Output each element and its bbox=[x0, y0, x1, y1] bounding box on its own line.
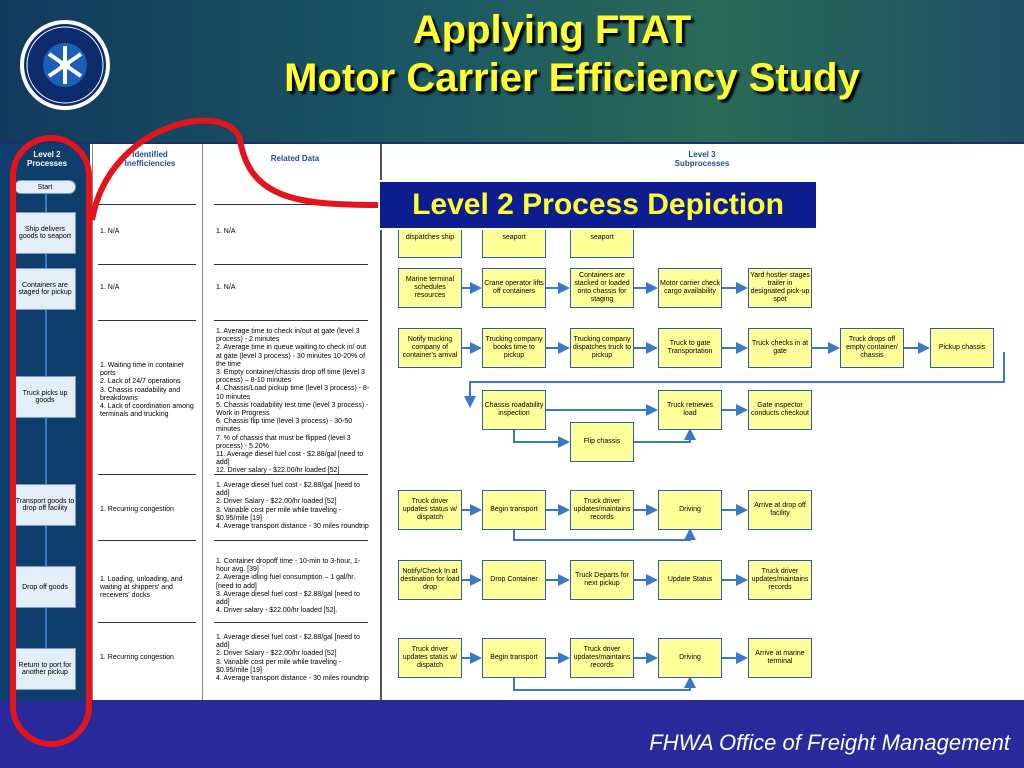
subprocess-box: Begin transport bbox=[482, 638, 546, 678]
inefficiency-text: 1. Loading, unloading, and waiting at shippers' and receivers' docks bbox=[100, 576, 183, 600]
subprocess-box: Truck driver updates/maintains records bbox=[748, 560, 812, 600]
subprocess-box: Marine terminal schedules resources bbox=[398, 268, 462, 308]
footer-text: FHWA Office of Freight Management bbox=[649, 730, 1010, 755]
subprocess-box: Crane operator lifts off containers bbox=[482, 268, 546, 308]
subprocess-box: Truck driver updates status w/ dispatch bbox=[398, 638, 462, 678]
level2-process: Ship delivers goods to seaport bbox=[14, 212, 76, 254]
related-data-text: 1. N/A bbox=[216, 228, 236, 235]
inefficiency-text: 1. Recurring congestion bbox=[100, 654, 174, 661]
subprocess-box: Truck retrieves load bbox=[658, 390, 722, 430]
subprocess-box: seaport bbox=[570, 218, 634, 258]
subprocess-box: Truck Departs for next pickup bbox=[570, 560, 634, 600]
level3-header: Level 3 Subprocesses bbox=[674, 150, 730, 168]
level2-process: Truck picks up goods bbox=[14, 376, 76, 418]
subprocess-box: Truck driver updates status w/ dispatch bbox=[398, 490, 462, 530]
subprocess-box: Notify trucking company of container's arrival bbox=[398, 328, 462, 368]
inefficiency-text: 1. N/A bbox=[100, 284, 120, 291]
subprocess-box: Yard hostler stages trailer in designated pick-up spot bbox=[748, 268, 812, 308]
related-data-text: 1. N/A bbox=[216, 284, 236, 291]
callout-label: Level 2 Process Depiction bbox=[378, 180, 818, 230]
subprocess-box: Begin transport bbox=[482, 490, 546, 530]
subprocess-box: Arrive at marine terminal bbox=[748, 638, 812, 678]
inefficiency-text: 1. N/A bbox=[100, 228, 120, 235]
subprocess-box: Truck driver updates/maintains records bbox=[570, 638, 634, 678]
related-data-text: 1. Average time to check in/out at gate (level 3 process) - 2 minutes 2. Average time in queue waiting to check in/ out at gate (level 3 process) - 30 minutes 10-20% of the time 3. Empty container/chassis drop off time (level 3 process) – 8-10 minutes 4. Chassis/Load pickup time (level 3 process) - 8-10 minutes 5. Chassis roadability test time (level 3 process) - Work in Progress 6. Chassis flip time (level 3 process) - 30-50 minutes 7. % of chassis that must be flipped (level 3 process) - 5.20% 11. Average diesel fuel cost - $2.88/gal [need to add] 12. Driver salary - $22.00/hr loaded [52] bbox=[216, 328, 370, 475]
subprocess-box: Truck driver updates/maintains records bbox=[570, 490, 634, 530]
level2-process: Containers are staged for pickup bbox=[14, 268, 76, 310]
subprocess-box: Drop Container bbox=[482, 560, 546, 600]
subprocess-box: Notify/Check In at destination for load drop bbox=[398, 560, 462, 600]
subprocess-box: Truck drops off empty container/ chassis bbox=[840, 328, 904, 368]
related-data-text: 1. Average diesel fuel cost - $2.88/gal [need to add] 2. Driver Salary - $22.00/hr loaded [52] 3. Variable cost per mile while traveling - $0.95/mile [19] 4. Average transport distance - 30 miles roundtrip bbox=[216, 482, 369, 531]
subprocess-box: Containers are stacked or loaded onto chassis for staging bbox=[570, 268, 634, 308]
level2-process: Return to port for another pickup bbox=[14, 648, 76, 690]
start-node: Start bbox=[14, 180, 76, 194]
subprocess-box: dispatches ship bbox=[398, 218, 462, 258]
level2-process: Drop off goods bbox=[14, 566, 76, 608]
subprocess-box: Gate inspector conducts checkout bbox=[748, 390, 812, 430]
subprocess-box: Pickup chassis bbox=[930, 328, 994, 368]
subprocess-box: Arrive at drop off facility bbox=[748, 490, 812, 530]
level2-process: Transport goods to drop off facility bbox=[14, 484, 76, 526]
subprocess-box: Truck to gate Transportation bbox=[658, 328, 722, 368]
inefficiency-text: 1. Recurring congestion bbox=[100, 506, 174, 513]
subprocess-box: seaport bbox=[482, 218, 546, 258]
inefficiency-text: 1. Waiting time in container ports 2. Lack of 24/7 operations 3. Chassis roadability and breakdowns 4. Lack of coordination among terminals and trucking bbox=[100, 362, 194, 419]
subprocess-box: Driving bbox=[658, 638, 722, 678]
related-data-header: Related Data bbox=[270, 154, 320, 163]
subprocess-box: Update Status bbox=[658, 560, 722, 600]
subprocess-box: Truck checks in at gate bbox=[748, 328, 812, 368]
title-line-2: Motor Carrier Efficiency Study bbox=[284, 56, 860, 100]
title-line-1: Applying FTAT bbox=[412, 8, 692, 52]
related-data-text: 1. Average diesel fuel cost - $2.88/gal [need to add] 2. Driver Salary - $22.00/hr loaded [52] 3. Variable cost per mile while traveling - $0.95/mile [19] 4. Average transport distance - 30 miles roundtrip bbox=[216, 634, 369, 683]
subprocess-box: Motor carrier check cargo availability bbox=[658, 268, 722, 308]
level2-header: Level 2 Processes bbox=[26, 150, 68, 168]
subprocess-box: Driving bbox=[658, 490, 722, 530]
highlight-ring bbox=[10, 135, 92, 747]
subprocess-box: Trucking company dispatches truck to pickup bbox=[570, 328, 634, 368]
related-data-text: 1. Container dropoff time - 10-min to 3-hour, 1-hour avg. [39] 2. Average idling fuel consumption – 1 gal/hr. [need to add] 3. Average diesel fuel cost - $2.88/gal [need to add] 4. Driver salary - $22.00/hr loaded [52]. bbox=[216, 558, 361, 615]
inefficiencies-header: Identified Inefficiencies bbox=[124, 150, 176, 168]
subprocess-box: Trucking company books time to pickup bbox=[482, 328, 546, 368]
subprocess-box: Flip chassis bbox=[570, 422, 634, 462]
subprocess-box: Chassis roadability inspection bbox=[482, 390, 546, 430]
